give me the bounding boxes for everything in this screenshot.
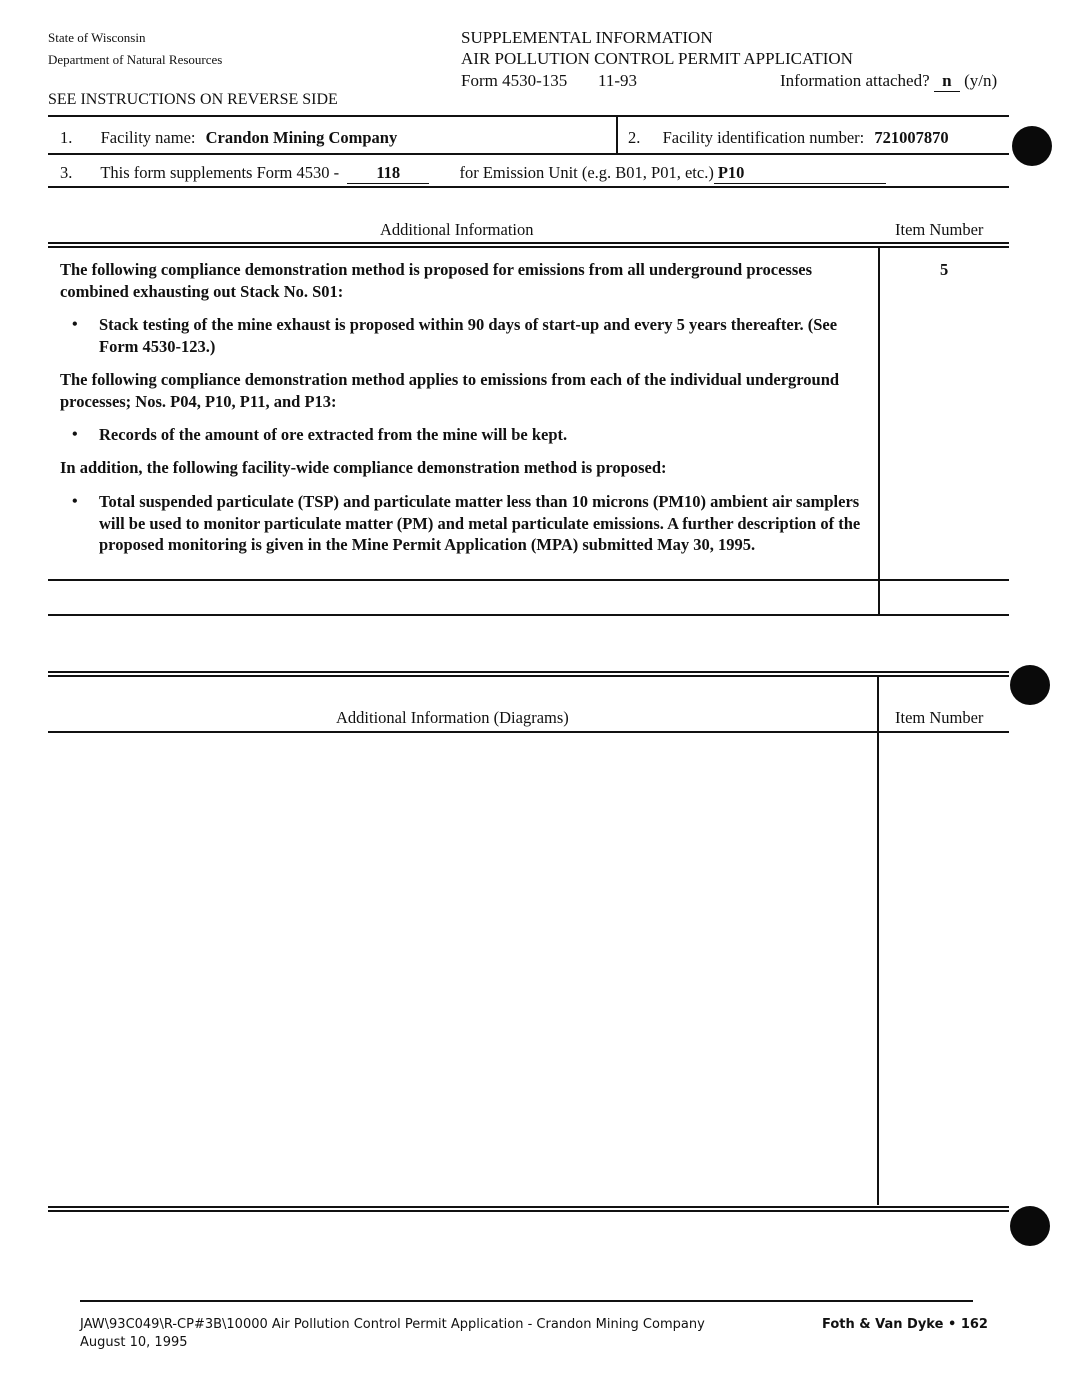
form-number: Form 4530-135 — [461, 71, 568, 90]
emission-unit-label: for Emission Unit (e.g. B01, P01, etc.) — [459, 163, 714, 182]
info-attached-value[interactable]: n — [934, 70, 960, 92]
bullet-ambient-samplers-text: Total suspended particulate (TSP) and particulate matter less than 10 microns (PM10) ambient air samplers will be used to monitor particulate matter (PM) and metal particulate emissions. A further description of the proposed monitoring is given in the Mine Permit Application (MPA) submitted May 30, 1995. — [99, 492, 861, 554]
item-number-header: Item Number — [895, 220, 984, 239]
additional-info-header: Additional Information — [380, 220, 534, 239]
diagrams-header: Additional Information (Diagrams) — [336, 708, 569, 727]
instructions-note: SEE INSTRUCTIONS ON REVERSE SIDE — [48, 91, 338, 108]
field-2 — [628, 128, 949, 148]
section2-bottom-rule-a — [48, 1206, 1009, 1208]
bullet-ambient-samplers — [62, 491, 876, 556]
bullet-ore-records-text: Records of the amount of ore extracted from the mine will be kept. — [99, 425, 568, 444]
field-3-number: 3. — [60, 163, 73, 182]
footer-path: JAW\93C049\R-CP#3B\10000 Air Pollution Control Permit Application - Crandon Mining Company — [80, 1317, 705, 1332]
field-2-number: 2. — [628, 128, 641, 147]
field-bottom-rule — [48, 186, 1009, 188]
bullet-stack-testing — [62, 314, 872, 357]
section2-top-rule-a — [48, 671, 1009, 673]
footer-firm: Foth & Van Dyke — [822, 1317, 944, 1332]
section1-header-rule-b — [48, 246, 1009, 248]
punch-hole-icon — [1012, 126, 1052, 166]
info-attached — [780, 70, 997, 92]
footer-firm-page — [822, 1317, 988, 1332]
field-1-label: Facility name: — [100, 128, 196, 147]
facility-id-value[interactable]: 721007870 — [874, 128, 949, 147]
compliance-paragraph-1: The following compliance demonstration method is proposed for emissions from all underground processes combined exhausting out Stack No. S01: — [60, 260, 813, 301]
section1-bottom-rule — [48, 614, 1009, 616]
bullet-marker: • — [72, 493, 78, 510]
section1-row-rule — [48, 579, 1009, 581]
item-number-value: 5 — [940, 260, 949, 279]
field-1-number: 1. — [60, 128, 73, 147]
diagrams-area[interactable] — [48, 733, 876, 1205]
field-2-label: Facility identification number: — [662, 128, 865, 147]
diagrams-item-number-header: Item Number — [895, 708, 984, 727]
bullet-stack-testing-text: Stack testing of the mine exhaust is proposed within 90 days of start-up and every 5 years thereafter. (See Form 4530-123.) — [99, 315, 838, 356]
field-3-label: This form supplements Form 4530 - — [100, 163, 340, 182]
footer-separator: • — [947, 1317, 957, 1332]
facility-name-value[interactable]: Crandon Mining Company — [205, 128, 398, 147]
form-date: 11-93 — [598, 71, 638, 90]
form-title-2: AIR POLLUTION CONTROL PERMIT APPLICATION — [461, 49, 853, 68]
supplements-form-value[interactable]: 118 — [347, 163, 429, 184]
section1-header-rule-a — [48, 242, 1009, 244]
agency-department: Department of Natural Resources — [48, 52, 223, 67]
info-attached-label: Information attached? — [780, 71, 930, 90]
agency-state: State of Wisconsin — [48, 30, 146, 45]
form-title-1: SUPPLEMENTAL INFORMATION — [461, 28, 713, 47]
field-top-rule — [48, 115, 1009, 117]
emission-unit-value[interactable]: P10 — [714, 163, 886, 184]
bullet-ore-records — [62, 424, 872, 446]
bullet-marker: • — [72, 426, 78, 443]
section2-item-column-divider — [877, 677, 879, 1205]
footer-page-number: 162 — [960, 1317, 988, 1332]
footer-rule — [80, 1300, 973, 1302]
section2-bottom-rule-b — [48, 1210, 1009, 1212]
field-1 — [60, 128, 397, 148]
punch-hole-icon — [1010, 1206, 1050, 1246]
compliance-paragraph-3: In addition, the following facility-wide compliance demonstration method is proposed: — [60, 458, 667, 477]
bullet-marker: • — [72, 316, 78, 333]
section2-top-rule-b — [48, 675, 1009, 677]
field-divider — [616, 117, 618, 153]
compliance-paragraph-2: The following compliance demonstration method applies to emissions from each of the individual underground processes; Nos. P04, P10, P11, and P13: — [60, 370, 840, 411]
punch-hole-icon — [1010, 665, 1050, 705]
section1-item-column-divider — [878, 248, 880, 615]
info-attached-options: (y/n) — [964, 71, 998, 90]
footer-date: August 10, 1995 — [80, 1335, 188, 1350]
field-3 — [60, 163, 886, 184]
field-mid-rule — [48, 153, 1009, 155]
